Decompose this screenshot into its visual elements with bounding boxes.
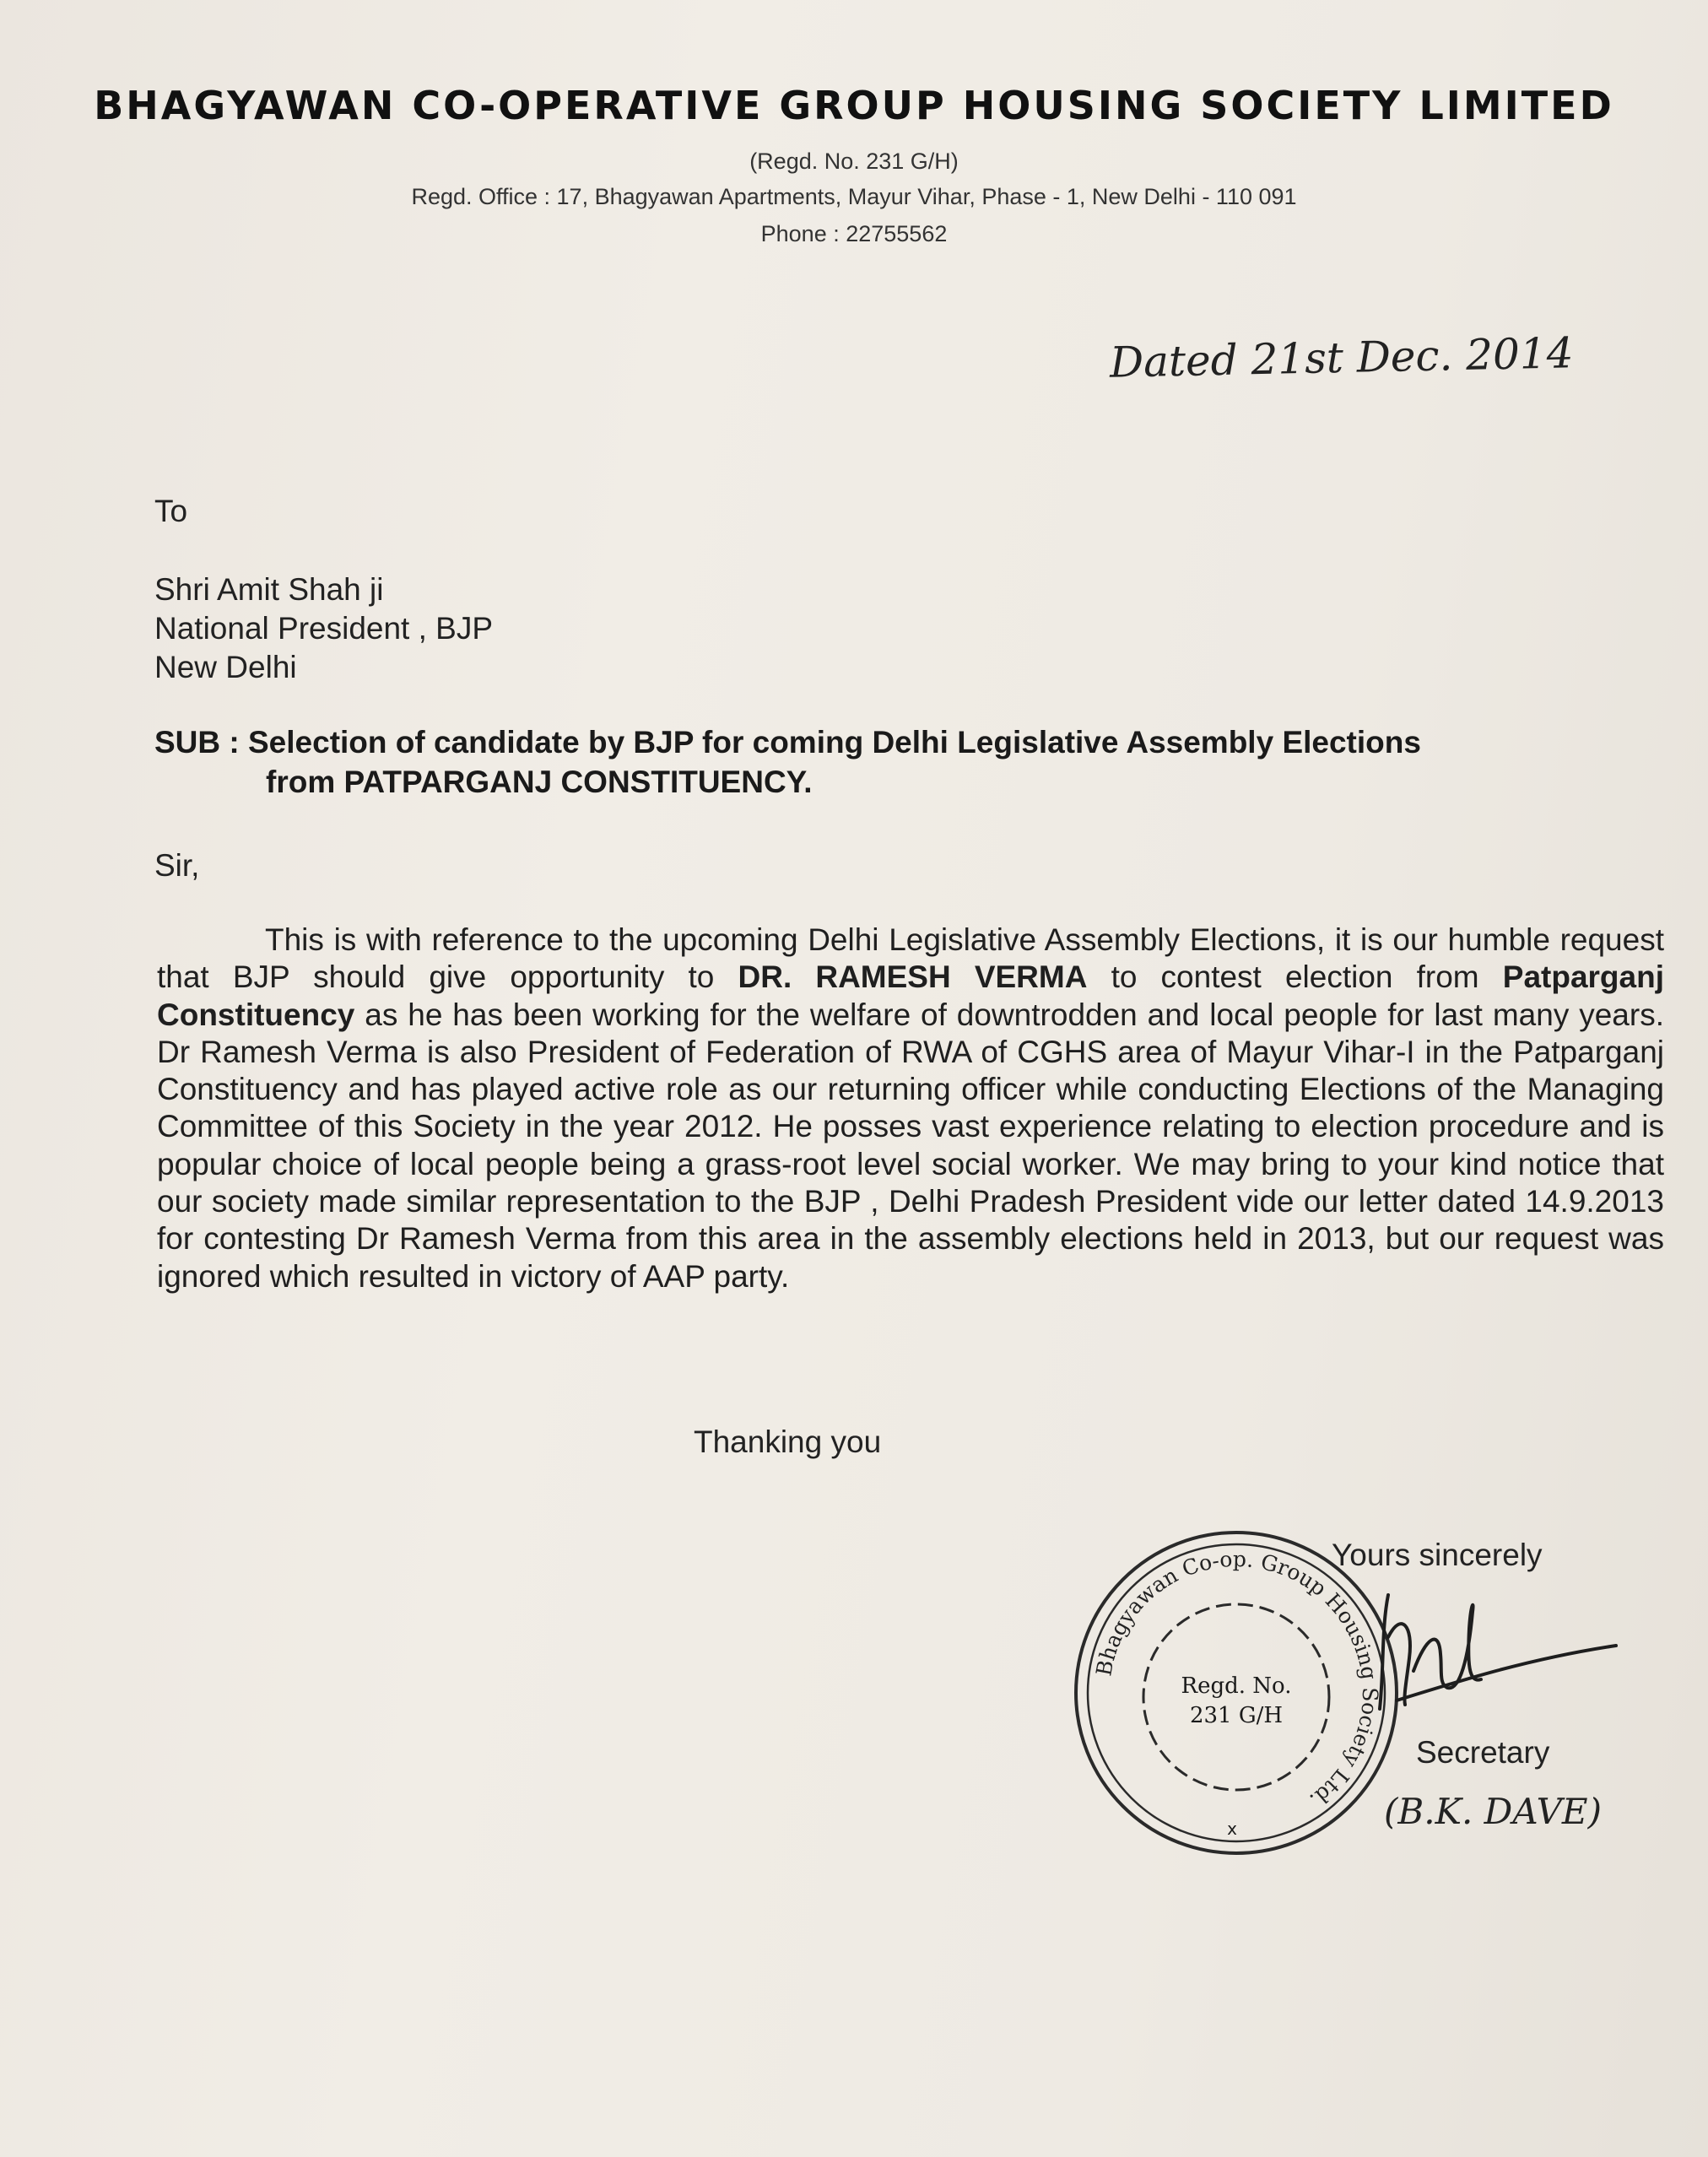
constituency-name: Patparganj Constituency (157, 960, 1664, 1032)
closing-sincerely: Yours sincerely (1332, 1538, 1543, 1572)
recipient-to: To (154, 494, 188, 528)
letterhead-office-address: Regd. Office : 17, Bhagyawan Apartments, Mayur Vihar, Phase - 1, New Delhi - 110 091 (411, 184, 1297, 209)
body-part-1: This is with reference to the upcoming Delhi Legislative Assembly Elections, it is our humble request that BJP should give opportunity to (157, 922, 1664, 995)
closing-thanks: Thanking you (694, 1424, 882, 1459)
signer-name: (B.K. DAVE) (1384, 1791, 1602, 1832)
letterhead-reg-no: (Regd. No. 231 G/H) (749, 149, 959, 174)
body-part-3: as he has been working for the welfare of downtrodden and local people for last many years. Dr Ramesh Verma is also President of Federation of RWA of CGHS area of Mayur Vihar-I in the Patparganj Constituency and has played active role as our returning officer while conducting Elections of the Managing Committee of this Society in the year 2012. He posses vast experience relating to election procedure and is popular choice of local people being a grass-root level social worker. We may bring to your kind notice that our society made similar representation to the BJP , Delhi Pradesh President vide our letter dated 14.9.2013 for contesting Dr Ramesh Verma from this area in the assembly elections held in 2013, but our request was ignored which resulted in victory of AAP party. (157, 997, 1664, 1294)
closing-designation: Secretary (1416, 1735, 1550, 1770)
letterhead-title: BHAGYAWAN CO-OPERATIVE GROUP HOUSING SOCIETY LIMITED (94, 83, 1614, 128)
subject-line (154, 722, 1589, 802)
stamp-mark: x (1227, 1819, 1237, 1839)
handwritten-signature (1363, 1578, 1624, 1734)
subject-line-1: SUB : Selection of candidate by BJP for coming Delhi Legislative Assembly Elections (154, 725, 1421, 760)
recipient-city: New Delhi (154, 650, 297, 684)
society-seal-stamp (1068, 1524, 1405, 1862)
letter-body (157, 922, 1664, 1295)
stamp-regd-line1: Regd. No. (1181, 1673, 1292, 1699)
stamp-regd-line2: 231 G/H (1189, 1703, 1284, 1728)
salutation: Sir, (154, 848, 200, 883)
recipient-designation: National President , BJP (154, 611, 494, 646)
candidate-name: DR. RAMESH VERMA (738, 960, 1088, 995)
letterhead-phone: Phone : 22755562 (760, 221, 948, 246)
body-part-2: to contest election from (1087, 960, 1503, 995)
recipient-name: Shri Amit Shah ji (154, 572, 384, 607)
handwritten-date: Dated 21st Dec. 2014 (1109, 328, 1575, 387)
stamp-ring-text: Bhagyawan Co-op. Group Housing Society Ltd. (1091, 1546, 1383, 1814)
subject-line-2: from PATPARGANJ CONSTITUENCY. (266, 765, 813, 799)
